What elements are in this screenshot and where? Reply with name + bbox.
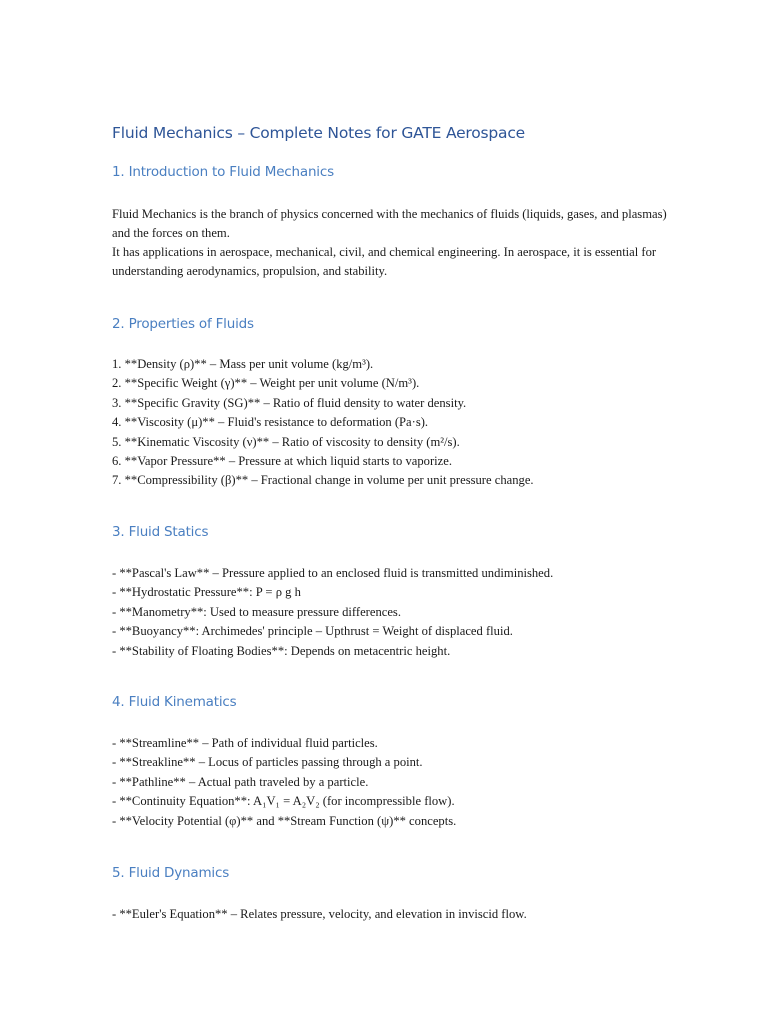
list-item: 3. **Specific Gravity (SG)** – Ratio of fluid density to water density.: [112, 395, 467, 410]
list-item: - **Continuity Equation**: A₁V₁ = A₂V₂ (for incompressible flow).: [112, 794, 455, 809]
list-item: 7. **Compressibility (β)** – Fractional change in volume per unit pressure change.: [112, 473, 534, 488]
list-item: - **Pathline** – Actual path traveled by a particle.: [112, 774, 369, 789]
section-heading-properties: 2. Properties of Fluids: [112, 316, 254, 332]
list-item: - **Streamline** – Path of individual fluid particles.: [112, 736, 378, 750]
list-item: 4. **Viscosity (μ)** – Fluid's resistance to deformation (Pa·s).: [112, 415, 429, 430]
list-item: - **Pascal's Law** – Pressure applied to an enclosed fluid is transmitted undiminished.: [112, 566, 554, 580]
list-item: - **Streakline** – Locus of particles passing through a point.: [112, 755, 423, 770]
section-heading-kinematics: 4. Fluid Kinematics: [112, 694, 237, 710]
list-item: 2. **Specific Weight (γ)** – Weight per unit volume (N/m³).: [112, 376, 420, 391]
list-item: - **Buoyancy**: Archimedes' principle – Upthrust = Weight of displaced fluid.: [112, 624, 513, 639]
list-item: - **Euler's Equation** – Relates pressure, velocity, and elevation in inviscid flow.: [112, 907, 527, 921]
section-heading-introduction: 1. Introduction to Fluid Mechanics: [112, 164, 334, 180]
section-heading-statics: 3. Fluid Statics: [112, 524, 209, 540]
list-item: - **Velocity Potential (φ)** and **Stream Function (ψ)** concepts.: [112, 813, 457, 828]
statics-list: [112, 564, 712, 661]
properties-list: [112, 355, 712, 491]
list-item: - **Hydrostatic Pressure**: P = ρ g h: [112, 585, 301, 600]
section-heading-dynamics: 5. Fluid Dynamics: [112, 865, 230, 881]
list-item: 6. **Vapor Pressure** – Pressure at which liquid starts to vaporize.: [112, 454, 452, 469]
intro-paragraph-1: Fluid Mechanics is the branch of physics concerned with the mechanics of fluids (liquids, gases, and plasmas) and the forces on them.: [112, 207, 667, 240]
dynamics-list: [112, 905, 712, 924]
list-item: 1. **Density (ρ)** – Mass per unit volume (kg/m³).: [112, 357, 374, 371]
list-item: 5. **Kinematic Viscosity (ν)** – Ratio of viscosity to density (m²/s).: [112, 434, 460, 449]
kinematics-list: [112, 734, 712, 831]
document-title: Fluid Mechanics – Complete Notes for GATE Aerospace: [112, 124, 526, 142]
intro-paragraph-2: It has applications in aerospace, mechanical, civil, and chemical engineering. In aerospace, it is essential for understanding aerodynamics, propulsion, and stability.: [112, 245, 657, 278]
list-item: - **Stability of Floating Bodies**: Depends on metacentric height.: [112, 643, 451, 658]
list-item: - **Manometry**: Used to measure pressure differences.: [112, 604, 401, 619]
